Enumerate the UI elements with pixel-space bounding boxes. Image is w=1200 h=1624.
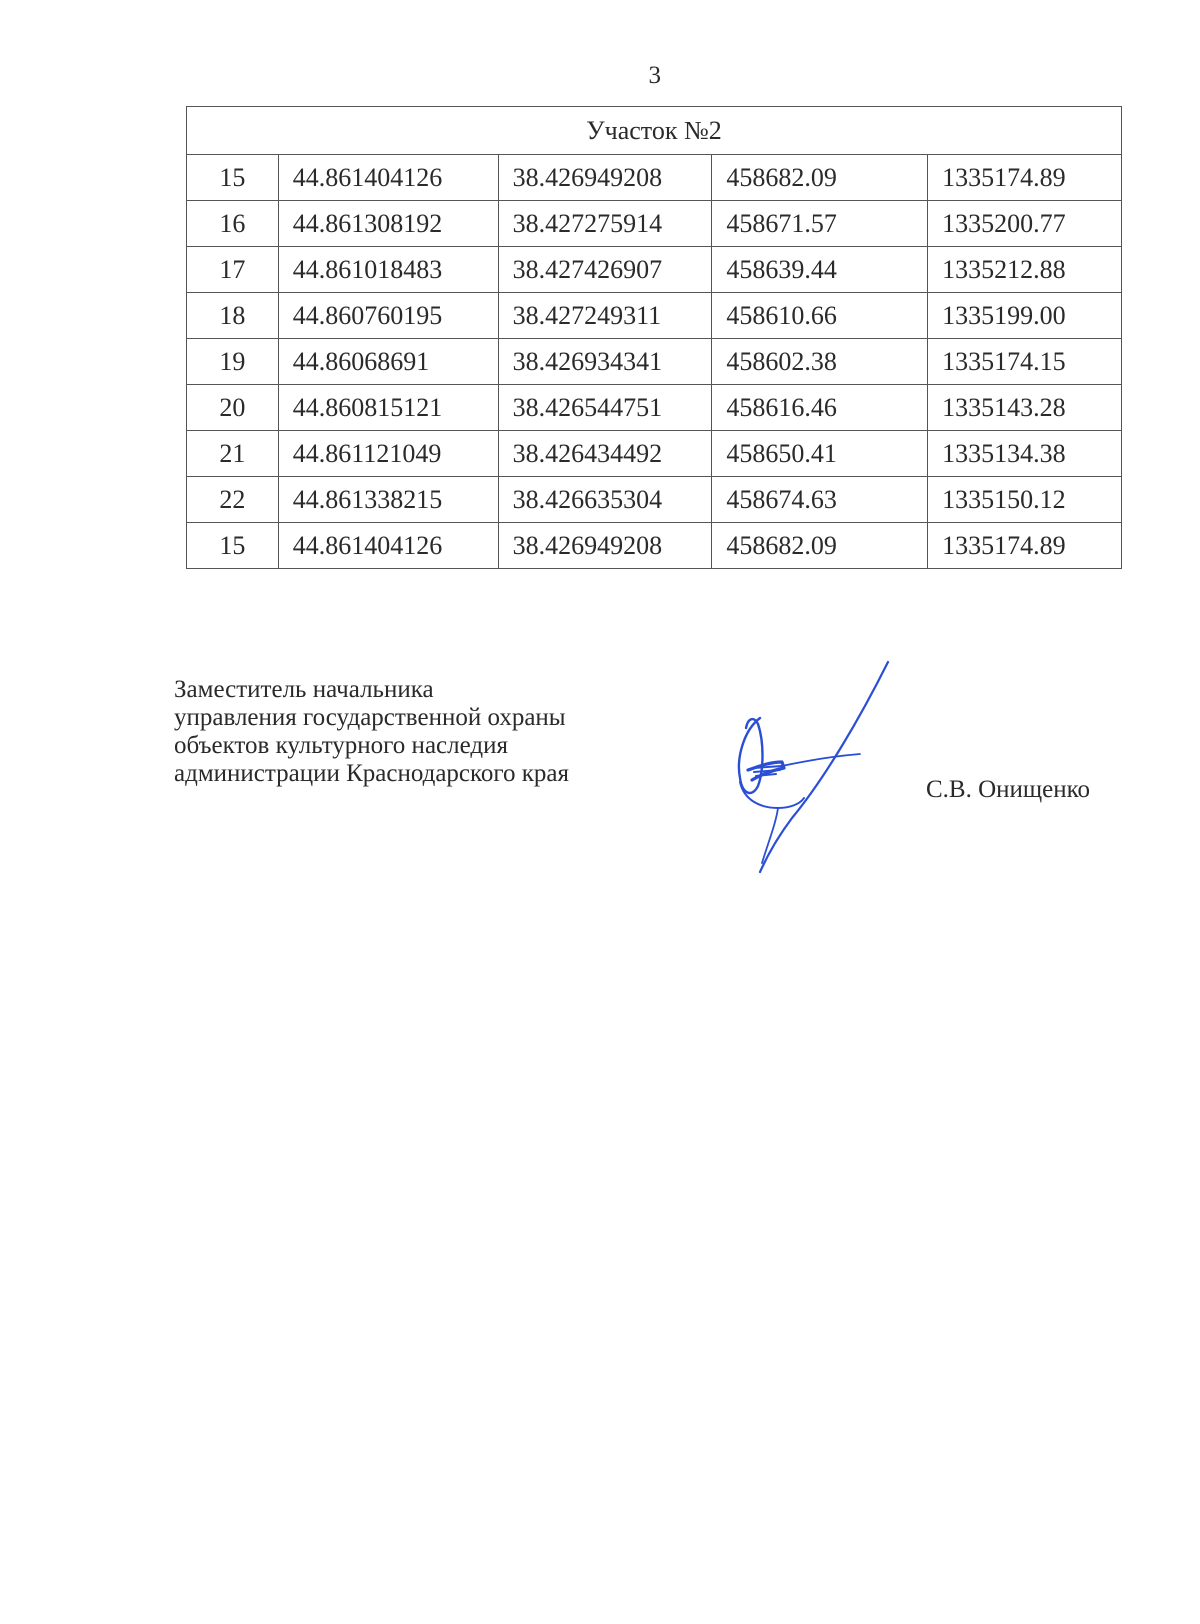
point-number-cell: 21	[187, 431, 279, 477]
table-row	[187, 339, 1122, 385]
longitude-cell: 38.427275914	[498, 201, 712, 247]
table-section-header-row	[187, 107, 1122, 155]
x-coordinate-cell: 458616.46	[712, 385, 928, 431]
latitude-cell: 44.86068691	[278, 339, 498, 385]
x-coordinate-cell: 458671.57	[712, 201, 928, 247]
point-number-cell: 22	[187, 477, 279, 523]
point-number-cell: 20	[187, 385, 279, 431]
coordinates-table	[186, 106, 1122, 569]
table-row	[187, 385, 1122, 431]
latitude-cell: 44.861404126	[278, 523, 498, 569]
latitude-cell: 44.861018483	[278, 247, 498, 293]
handwritten-signature	[730, 658, 900, 878]
point-number-cell: 15	[187, 523, 279, 569]
y-coordinate-cell: 1335199.00	[928, 293, 1122, 339]
signer-position-line: администрации Краснодарского края	[174, 760, 570, 787]
latitude-cell: 44.861404126	[278, 155, 498, 201]
point-number-cell: 16	[187, 201, 279, 247]
signer-position	[174, 676, 569, 788]
table-row	[187, 431, 1122, 477]
point-number-cell: 15	[187, 155, 279, 201]
y-coordinate-cell: 1335134.38	[928, 431, 1122, 477]
table-row	[187, 293, 1122, 339]
y-coordinate-cell: 1335150.12	[928, 477, 1122, 523]
y-coordinate-cell: 1335174.89	[928, 523, 1122, 569]
y-coordinate-cell: 1335174.89	[928, 155, 1122, 201]
table-row	[187, 523, 1122, 569]
longitude-cell: 38.426544751	[498, 385, 712, 431]
longitude-cell: 38.426434492	[498, 431, 712, 477]
latitude-cell: 44.861308192	[278, 201, 498, 247]
signer-position-line: Заместитель начальника	[174, 676, 434, 703]
x-coordinate-cell: 458610.66	[712, 293, 928, 339]
x-coordinate-cell: 458674.63	[712, 477, 928, 523]
x-coordinate-cell: 458682.09	[712, 155, 928, 201]
table-row	[187, 477, 1122, 523]
x-coordinate-cell: 458650.41	[712, 431, 928, 477]
longitude-cell: 38.426949208	[498, 155, 712, 201]
table-row	[187, 201, 1122, 247]
signer-position-line: объектов культурного наследия	[174, 732, 508, 759]
x-coordinate-cell: 458682.09	[712, 523, 928, 569]
y-coordinate-cell: 1335200.77	[928, 201, 1122, 247]
longitude-cell: 38.426949208	[498, 523, 712, 569]
point-number-cell: 19	[187, 339, 279, 385]
x-coordinate-cell: 458639.44	[712, 247, 928, 293]
longitude-cell: 38.426635304	[498, 477, 712, 523]
latitude-cell: 44.860760195	[278, 293, 498, 339]
latitude-cell: 44.861338215	[278, 477, 498, 523]
longitude-cell: 38.426934341	[498, 339, 712, 385]
point-number-cell: 17	[187, 247, 279, 293]
table-row	[187, 247, 1122, 293]
point-number-cell: 18	[187, 293, 279, 339]
page-number: 3	[648, 62, 662, 89]
y-coordinate-cell: 1335174.15	[928, 339, 1122, 385]
section-title: Участок №2	[187, 107, 1122, 155]
longitude-cell: 38.427426907	[498, 247, 712, 293]
longitude-cell: 38.427249311	[498, 293, 712, 339]
signer-name: С.В. Онищенко	[926, 776, 1091, 803]
latitude-cell: 44.861121049	[278, 431, 498, 477]
latitude-cell: 44.860815121	[278, 385, 498, 431]
signer-position-line: управления государственной охраны	[174, 704, 566, 731]
y-coordinate-cell: 1335143.28	[928, 385, 1122, 431]
y-coordinate-cell: 1335212.88	[928, 247, 1122, 293]
x-coordinate-cell: 458602.38	[712, 339, 928, 385]
table-row	[187, 155, 1122, 201]
